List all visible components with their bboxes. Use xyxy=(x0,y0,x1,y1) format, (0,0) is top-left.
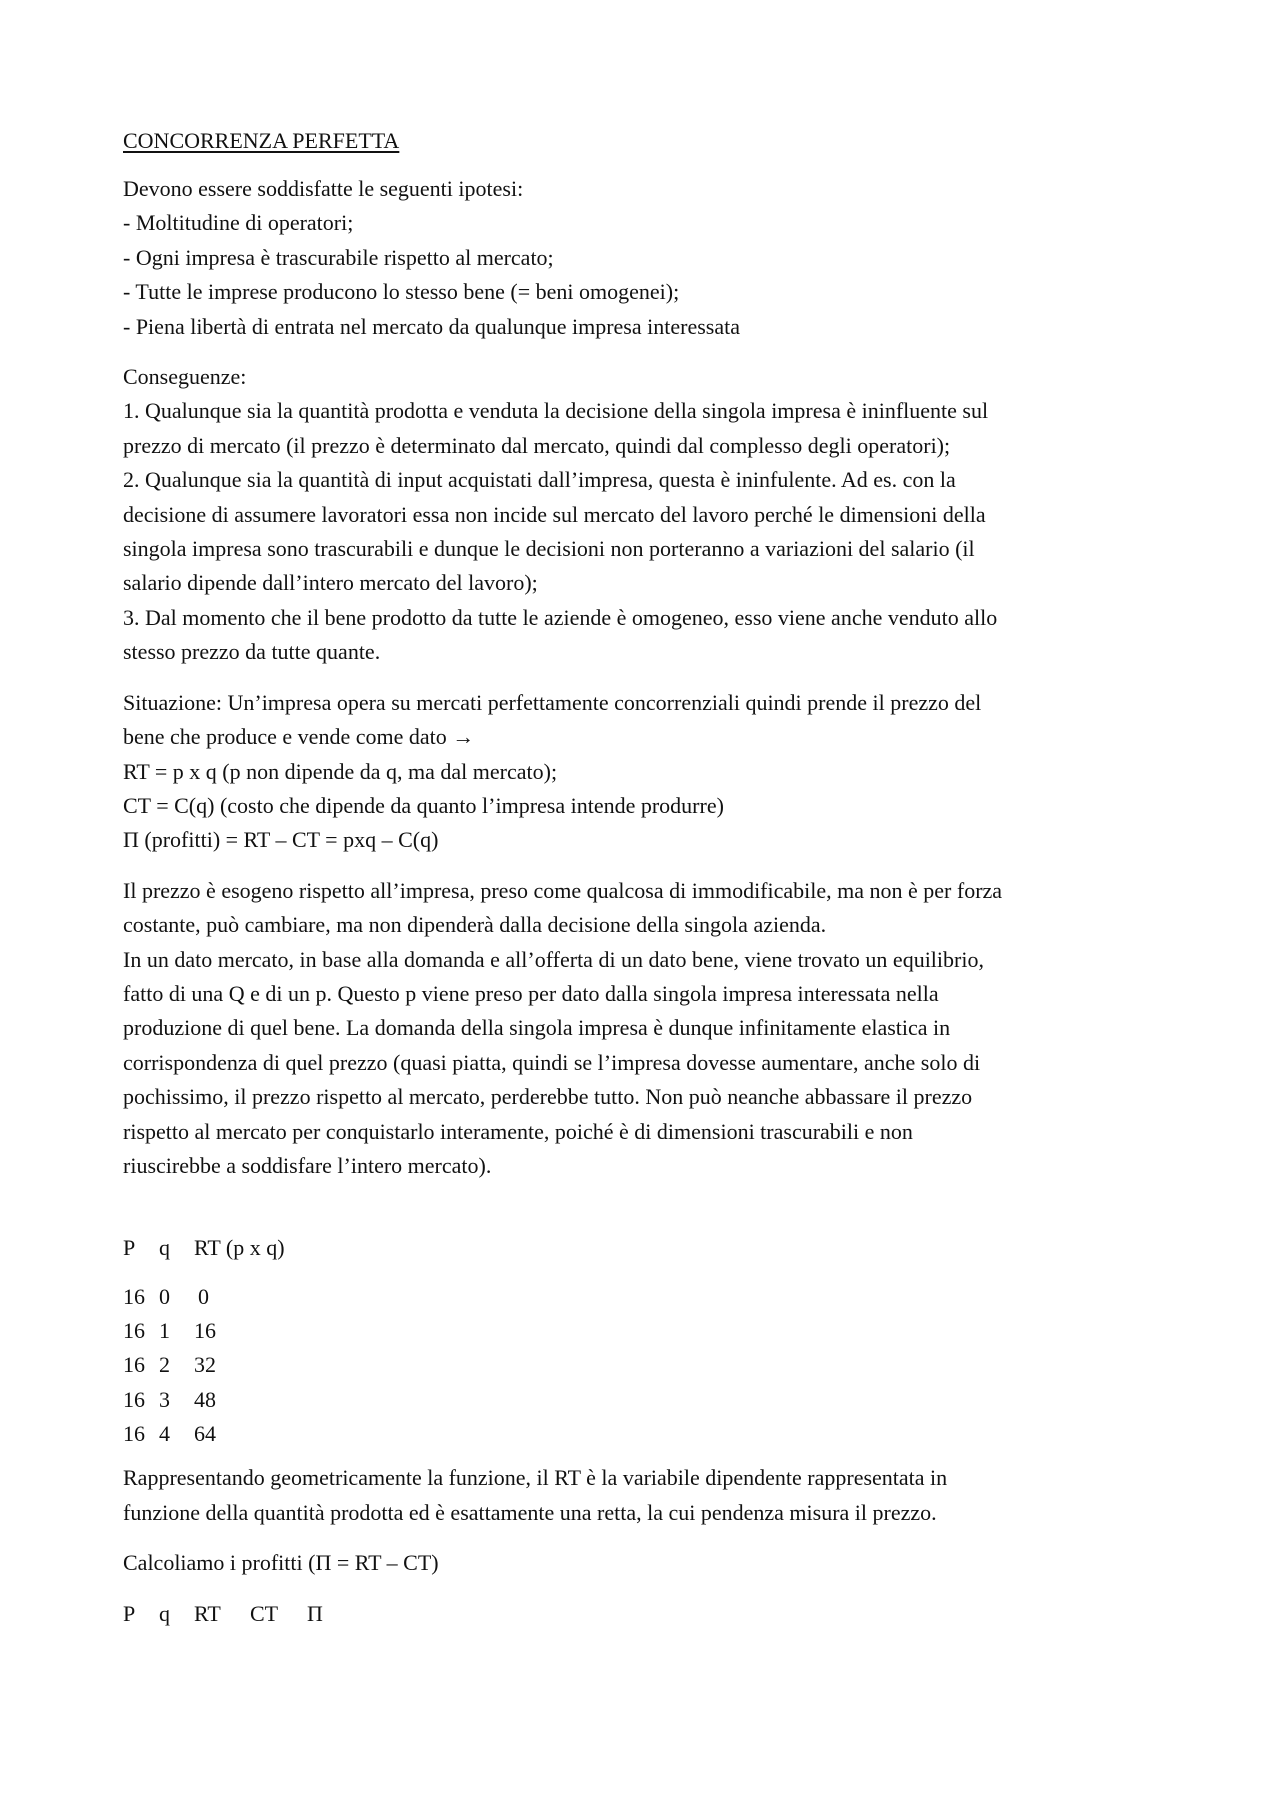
column-header-profit: Π xyxy=(307,1600,323,1626)
text-line: - Piena libertà di entrata nel mercato da qualunque impresa interessata xyxy=(123,313,740,339)
profit-intro-paragraph xyxy=(123,1546,1160,1580)
table-row xyxy=(123,1279,334,1313)
page-title: CONCORRENZA PERFETTA xyxy=(123,128,400,153)
text-line: prezzo di mercato (il prezzo è determinato dal mercato, quindi dal complesso degli operatori); xyxy=(123,432,951,458)
column-header-quantity: q xyxy=(159,1600,170,1626)
table-cell: 32 xyxy=(194,1352,216,1378)
text-line: Devono essere soddisfatte le seguenti ipotesi: xyxy=(123,176,524,201)
text-line: - Tutte le imprese producono lo stesso bene (= beni omogenei); xyxy=(123,279,680,305)
table-cell: 16 xyxy=(123,1421,145,1447)
graph-note-paragraph xyxy=(123,1461,1160,1530)
blank-space xyxy=(123,1199,1160,1235)
table-cell: 16 xyxy=(123,1283,145,1309)
table-row xyxy=(123,1417,334,1451)
price-explanation-paragraph xyxy=(123,874,1160,1184)
text-line: - Ogni impresa è trascurabile rispetto al mercato; xyxy=(123,244,554,270)
text-line: produzione di quel bene. La domanda della singola impresa è dunque infinitamente elastica in xyxy=(123,1015,951,1041)
text-line: corrispondenza di quel prezzo (quasi piatta, quindi se l’impresa dovesse aumentare, anche solo di xyxy=(123,1049,981,1075)
column-header-revenue: RT (p x q) xyxy=(194,1235,285,1261)
text-line: Rappresentando geometricamente la funzione, il RT è la variabile dipendente rappresentata in xyxy=(123,1465,948,1491)
table-cell: 3 xyxy=(159,1386,170,1412)
table-row xyxy=(123,1383,334,1417)
text-line: singola impresa sono trascurabili e dunque le decisioni non porteranno a variazioni del salario (il xyxy=(123,536,975,562)
situation-paragraph xyxy=(123,686,1160,858)
text-line: 2. Qualunque sia la quantità di input acquistati dall’impresa, questa è ininfulente. Ad es. con la xyxy=(123,467,956,493)
formula-line: RT = p x q (p non dipende da q, ma dal mercato); xyxy=(123,758,558,784)
table-cell: 4 xyxy=(159,1421,170,1447)
column-header-cost: CT xyxy=(250,1600,279,1626)
text-line: pochissimo, il prezzo rispetto al mercato, perderebbe tutto. Non può neanche abbassare il prezzo xyxy=(123,1084,973,1110)
text-line: salario dipende dall’intero mercato del lavoro); xyxy=(123,570,538,596)
column-header-price: P xyxy=(123,1600,136,1626)
table-cell: 48 xyxy=(194,1386,216,1412)
text-line: In un dato mercato, in base alla domanda e all’offerta di un dato bene, viene trovato un equilibrio, xyxy=(123,946,984,972)
table-cell: 1 xyxy=(159,1317,170,1343)
text-line: 3. Dal momento che il bene prodotto da tutte le aziende è omogeneo, esso viene anche venduto allo xyxy=(123,604,998,630)
text-line: stesso prezzo da tutte quante. xyxy=(123,639,381,665)
table-cell: 16 xyxy=(123,1386,145,1412)
table-cell: 0 xyxy=(159,1283,170,1309)
text-line: costante, può cambiare, ma non dipenderà dalla decisione della singola azienda. xyxy=(123,912,827,938)
text-line: Calcoliamo i profitti (Π = RT – CT) xyxy=(123,1550,439,1576)
column-header-quantity: q xyxy=(159,1235,170,1261)
formula-line: CT = C(q) (costo che dipende da quanto l’impresa intende produrre) xyxy=(123,792,724,818)
text-line: Situazione: Un’impresa opera su mercati perfettamente concorrenziali quindi prende il prezzo del xyxy=(123,689,982,715)
table-cell: 16 xyxy=(123,1352,145,1378)
table-cell: 16 xyxy=(194,1317,216,1343)
hypotheses-paragraph xyxy=(123,172,1160,344)
text-line: Conseguenze: xyxy=(123,364,247,390)
table-cell: 0 xyxy=(198,1283,209,1309)
text-line: rispetto al mercato per conquistarlo interamente, poiché è di dimensioni trascurabili e non xyxy=(123,1118,913,1144)
table-cell: 16 xyxy=(123,1317,145,1343)
formula-line: Π (profitti) = RT – CT = pxq – C(q) xyxy=(123,827,439,853)
table-cell: 64 xyxy=(194,1421,216,1447)
text-line: - Moltitudine di operatori; xyxy=(123,210,354,236)
profit-table xyxy=(123,1597,347,1631)
column-header-price: P xyxy=(123,1235,136,1261)
text-line: riuscirebbe a soddisfare l’intero mercato). xyxy=(123,1152,492,1178)
table-header-row xyxy=(123,1597,347,1631)
text-line: 1. Qualunque sia la quantità prodotta e venduta la decisione della singola impresa è ininfluente sul xyxy=(123,398,989,424)
column-header-revenue: RT xyxy=(194,1600,221,1626)
text-line: fatto di una Q e di un p. Questo p viene preso per dato dalla singola impresa interessata nella xyxy=(123,980,939,1006)
table-header-row xyxy=(123,1235,334,1279)
table-row xyxy=(123,1314,334,1348)
text-line: funzione della quantità prodotta ed è esattamente una retta, la cui pendenza misura il prezzo. xyxy=(123,1499,937,1525)
table-cell: 2 xyxy=(159,1352,170,1378)
text-line: Il prezzo è esogeno rispetto all’impresa, preso come qualcosa di immodificabile, ma non è per forza xyxy=(123,877,1003,903)
consequences-paragraph xyxy=(123,360,1160,670)
text-line: decisione di assumere lavoratori essa non incide sul mercato del lavoro perché le dimensioni della xyxy=(123,501,986,527)
revenue-table xyxy=(123,1235,334,1451)
table-row xyxy=(123,1348,334,1382)
text-line: bene che produce e vende come dato → xyxy=(123,724,475,750)
